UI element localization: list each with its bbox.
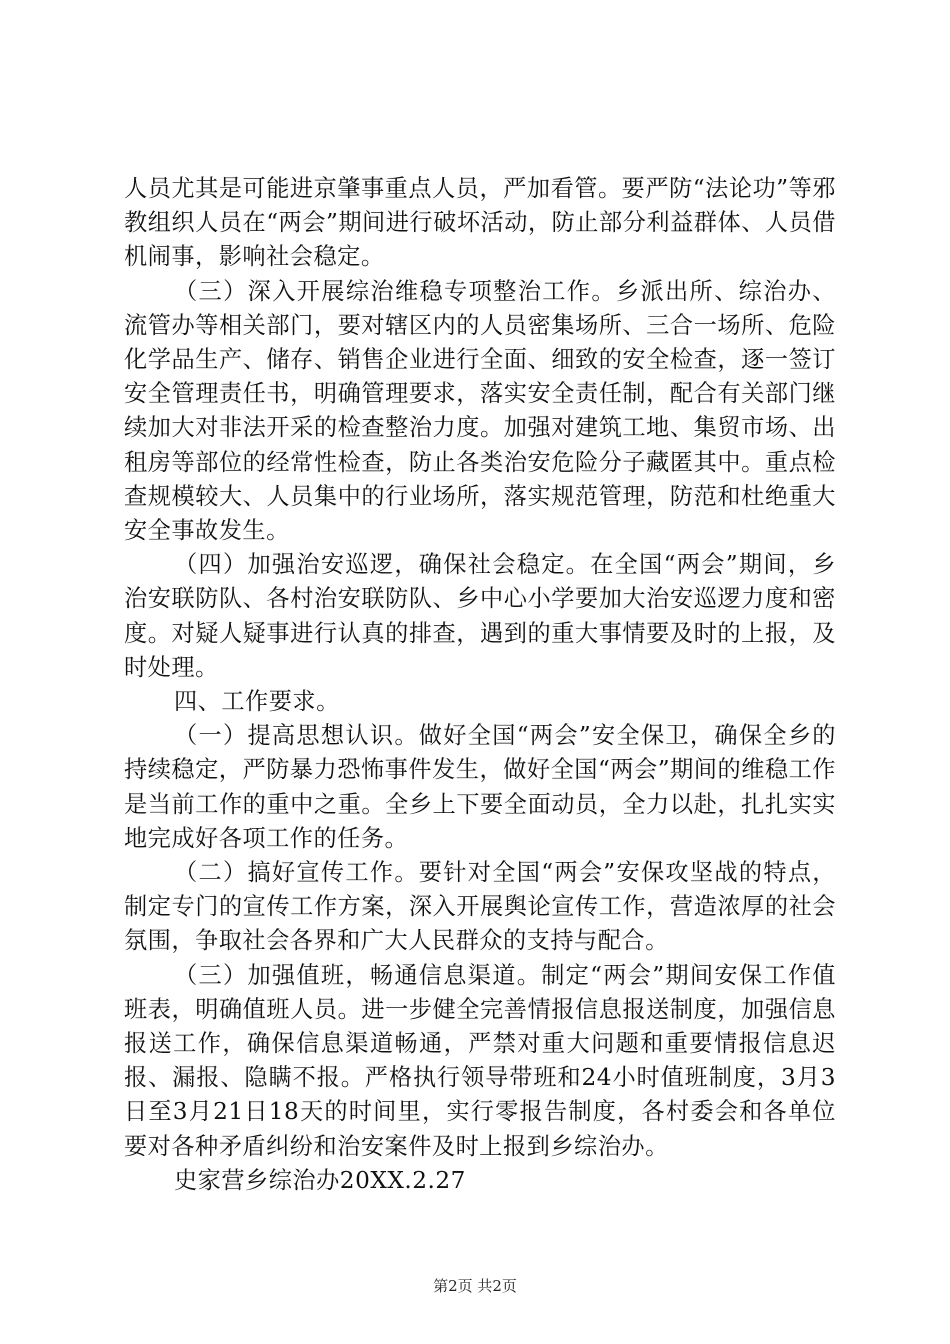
paragraph-continuation: 人员尤其是可能进京肇事重点人员，严加看管。要严防“法论功”等邪教组织人员在“两会”期间进行破坏活动，防止部分利益群体、人员借机闹事，影响社会稳定。 — [124, 175, 836, 271]
signature-line: 史家营乡综治办20XX.2.27 — [174, 1166, 466, 1194]
paragraph-requirement-2: （二）搞好宣传工作。要针对全国“两会”安保攻坚战的特点，制定专门的宣传工作方案，深入开展舆论宣传工作，营造浓厚的社会氛围，争取社会各界和广大人民群众的支持与配合。 — [124, 859, 836, 955]
heading-work-requirements: 四、工作要求。 — [174, 688, 340, 716]
document-body — [124, 172, 836, 1198]
paragraph-requirement-1: （一）提高思想认识。做好全国“两会”安全保卫，确保全乡的持续稳定，严防暴力恐怖事件发生，做好全国“两会”期间的维稳工作是当前工作的重中之重。全乡上下要全面动员，全力以赴，扎扎实实地完成好各项工作的任务。 — [124, 722, 836, 852]
paragraph-section-3-rectification: （三）深入开展综治维稳专项整治工作。乡派出所、综治办、流管办等相关部门，要对辖区内的人员密集场所、三合一场所、危险化学品生产、储存、销售企业进行全面、细致的安全检查，逐一签订安全管理责任书，明确管理要求，落实安全责任制，配合有关部门继续加大对非法开采的检查整治力度。加强对建筑工地、集贸市场、出租房等部位的经常性检查，防止各类治安危险分子藏匿其中。重点检查规模较大、人员集中的行业场所，落实规范管理，防范和杜绝重大安全事故发生。 — [124, 277, 836, 545]
paragraph-section-4-patrol: （四）加强治安巡逻，确保社会稳定。在全国“两会”期间，乡治安联防队、各村治安联防队、乡中心小学要加大治安巡逻力度和密度。对疑人疑事进行认真的排查，遇到的重大事情要及时的上报，及时处理。 — [124, 551, 836, 681]
page-footer: 第2页 共2页 — [433, 1277, 517, 1295]
paragraph-requirement-3: （三）加强值班，畅通信息渠道。制定“两会”期间安保工作值班表，明确值班人员。进一步健全完善情报信息报送制度，加强信息报送工作，确保信息渠道畅通，严禁对重大问题和重要情报信息迟报、漏报、隐瞒不报。严格执行领导带班和24小时值班制度，3月3日至3月21日18天的时间里，实行零报告制度，各村委会和各单位要对各种矛盾纠纷和治安案件及时上报到乡综治办。 — [124, 961, 836, 1160]
